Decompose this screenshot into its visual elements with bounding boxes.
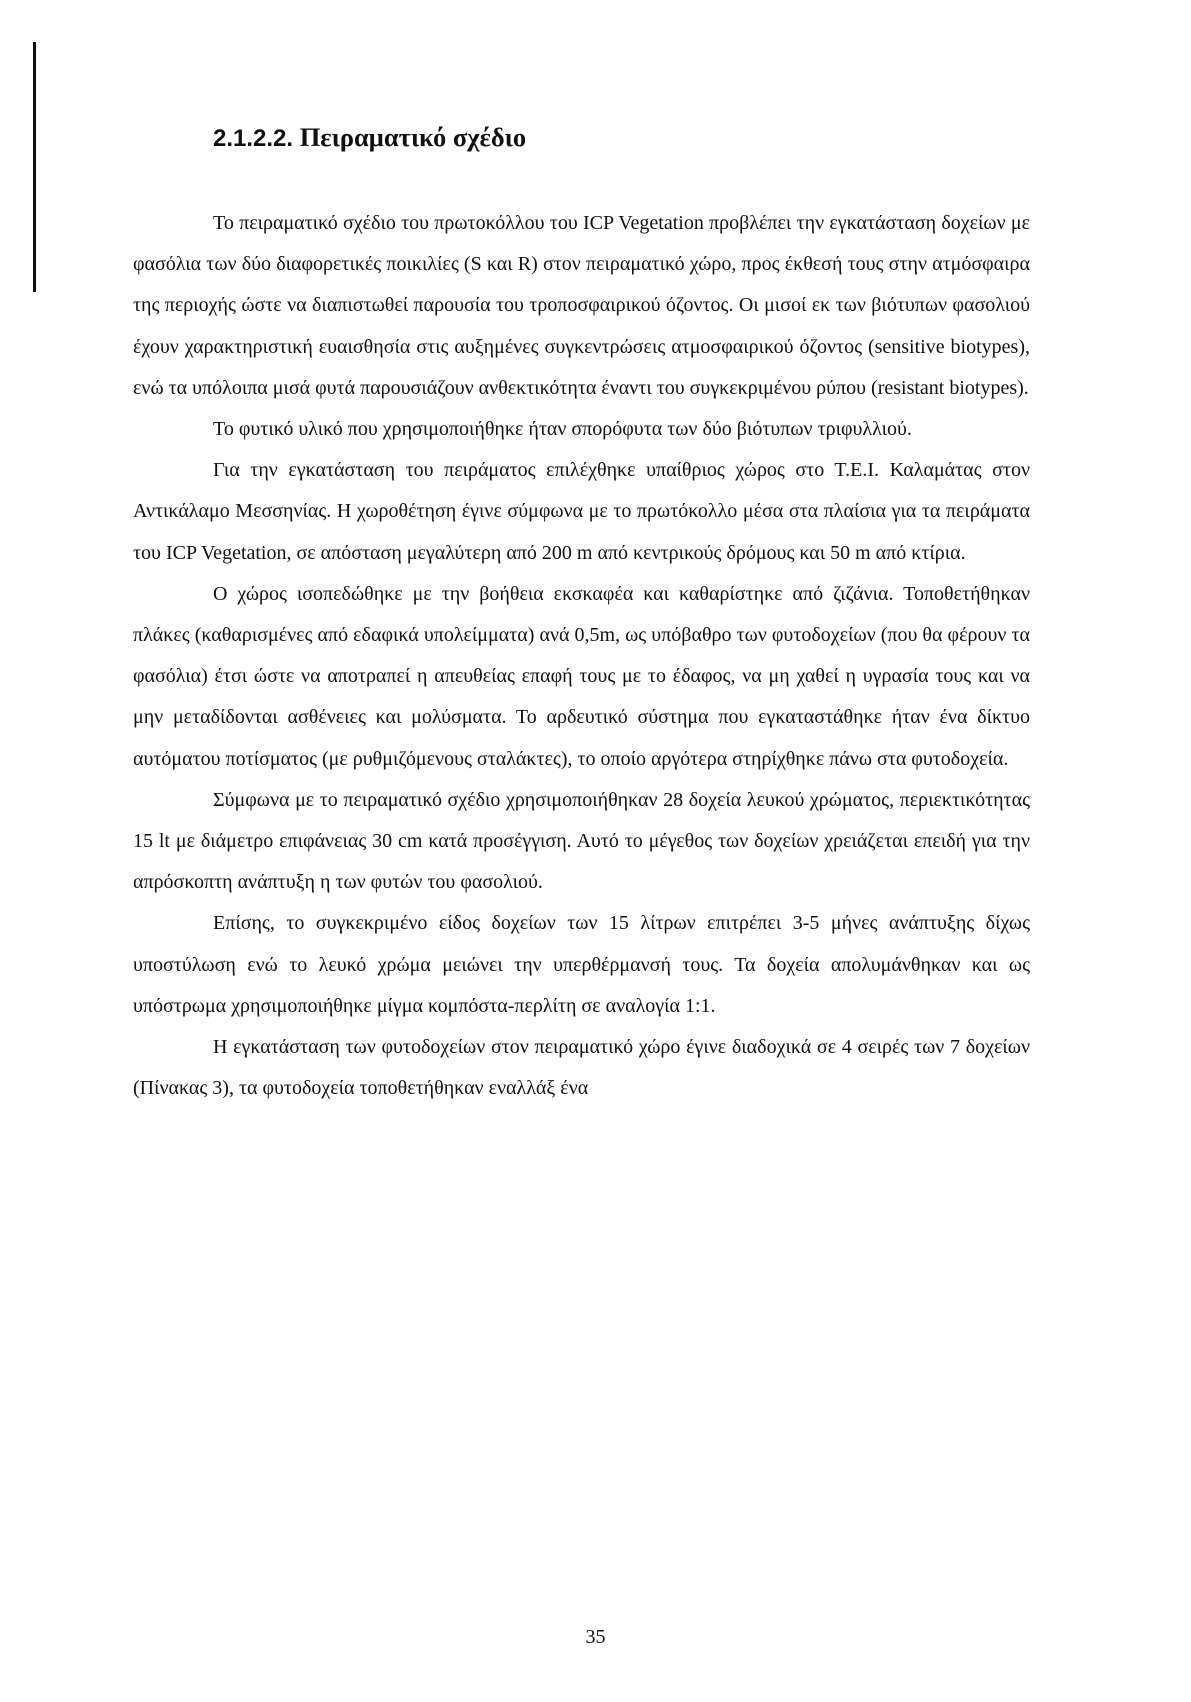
section-number: 2.1.2.2. xyxy=(213,125,294,152)
paragraph: Επίσης, το συγκεκριμένο είδος δοχείων των 15 λίτρων επιτρέπει 3-5 μήνες ανάπτυξης δίχως υποστύλωση ενώ το λευκό χρώμα μειώνει την υπερθέρμανσή τους. Τα δοχεία απολυμάνθηκαν και ως υπόστρωμα χρησιμοποιήθηκε μίγμα κομπόστα-περλίτη σε αναλογία 1:1. xyxy=(133,912,1030,1017)
paragraph: Σύμφωνα με το πειραματικό σχέδιο χρησιμοποιήθηκαν 28 δοχεία λευκού χρώματος, περιεκτικότητας 15 lt με διάμετρο επιφάνειας 30 cm κατά προσέγγιση. Αυτό το μέγεθος των δοχείων χρειάζεται επειδή για την απρόσκοπτη ανάπτυξη η των φυτών του φασολιού. xyxy=(133,788,1030,894)
section-title: Πειραματικό σχέδιο xyxy=(299,122,527,152)
section-heading xyxy=(213,122,526,154)
body-text xyxy=(133,203,1030,1109)
paragraph: Για την εγκατάσταση του πειράματος επιλέχθηκε υπαίθριος χώρος στο Τ.Ε.Ι. Καλαμάτας στον Αντικάλαμο Μεσσηνίας. Η χωροθέτηση έγινε σύμφωνα με το πρωτόκολλο μέσα στα πλαίσια για τα πειράματα του ICP Vegetation, σε απόσταση μεγαλύτερη από 200 m από κεντρικούς δρόμους και 50 m από κτίρια. xyxy=(133,459,1030,564)
paragraph: Το πειραματικό σχέδιο του πρωτοκόλλου του ICP Vegetation προβλέπει την εγκατάσταση δοχείων με φασόλια των δύο διαφορετικές ποικιλίες (S και R) στον πειραματικό χώρο, προς έκθεσή τους στην ατμόσφαιρα της περιοχής ώστε να διαπιστωθεί παρουσία του τροποσφαιρικού όζοντος. Οι μισοί εκ των βιότυπων φασολιού έχουν χαρακτηριστική ευαισθησία στις αυξημένες συγκεντρώσεις ατμοσφαιρικού όζοντος (sensitive biotypes), ενώ τα υπόλοιπα μισά φυτά παρουσιάζουν ανθεκτικότητα έναντι του συγκεκριμένου ρύπου (resistant biotypes). xyxy=(133,212,1030,399)
paragraph: Η εγκατάσταση των φυτοδοχείων στον πειραματικό χώρο έγινε διαδοχικά σε 4 σειρές των 7 δοχείων (Πίνακας 3), τα φυτοδοχεία τοποθετήθηκαν εναλλάξ ένα xyxy=(133,1036,1030,1100)
page-number: 35 xyxy=(585,1626,606,1648)
paragraph: Το φυτικό υλικό που χρησιμοποιήθηκε ήταν σπορόφυτα των δύο βιότυπων τριφυλλιού. xyxy=(213,418,912,441)
scan-margin-line xyxy=(33,42,36,292)
paragraph: Ο χώρος ισοπεδώθηκε με την βοήθεια εκσκαφέα και καθαρίστηκε από ζιζάνια. Τοποθετήθηκαν πλάκες (καθαρισμένες από εδαφικά υπολείμματα) ανά 0,5m, ως υπόβαθρο των φυτοδοχείων (που θα φέρουν τα φασόλια) έτσι ώστε να αποτραπεί η απευθείας επαφή τους με το έδαφος, να μη χαθεί η υγρασία τους και να μην μεταδίδονται ασθένειες και μολύσματα. Το αρδευτικό σύστημα που εγκαταστάθηκε ήταν ένα δίκτυο αυτόματου ποτίσματος (με ρυθμιζόμενους σταλάκτες), το οποίο αργότερα στηρίχθηκε πάνω στα φυτοδοχεία. xyxy=(133,582,1030,770)
